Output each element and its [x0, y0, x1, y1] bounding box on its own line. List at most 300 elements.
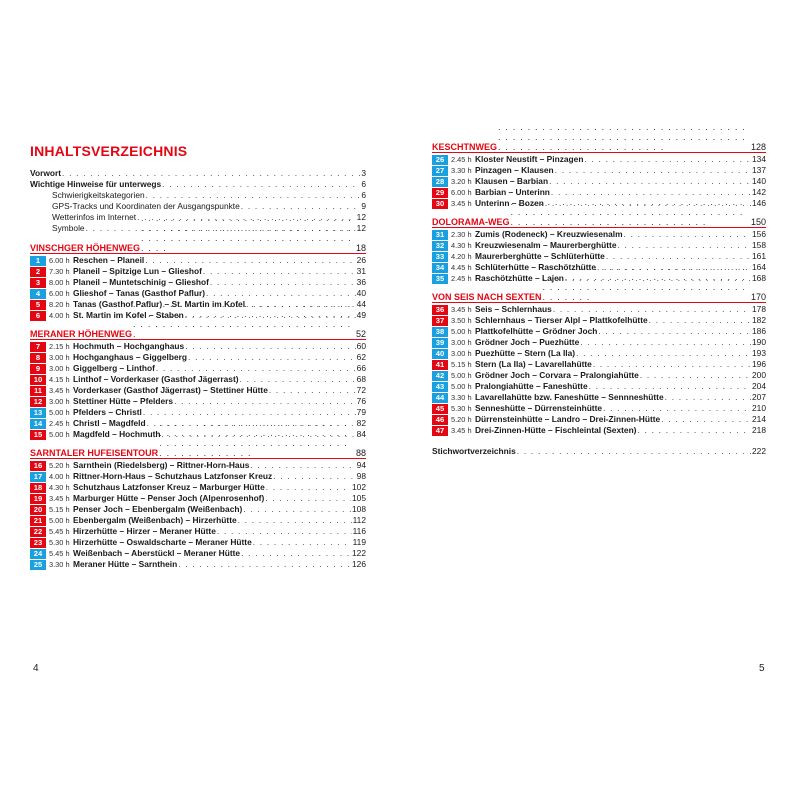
tour-title: Schlernhaus – Tierser Alpl – Plattkofelhütte: [475, 315, 648, 325]
tour-page: 214: [752, 414, 766, 424]
index-entry-title: Stichwortverzeichnis: [432, 446, 516, 456]
tour-page: 161: [752, 251, 766, 261]
tour-title: Pfelders – Christl: [73, 407, 142, 417]
leader-dots: [598, 326, 751, 337]
leader-dots: [240, 374, 356, 385]
tour-page: 156: [752, 229, 766, 239]
tour-entry[interactable]: [432, 381, 766, 392]
leader-dots: [146, 190, 361, 201]
leader-dots: [243, 504, 351, 515]
tour-entry[interactable]: [30, 460, 366, 471]
tour-title: Schlüterhütte – Raschötzhütte: [475, 262, 596, 272]
leader-dots: [269, 385, 356, 396]
tour-entry[interactable]: [30, 559, 366, 570]
tour-entry[interactable]: [30, 341, 366, 352]
tour-duration: 3.45 h: [49, 494, 70, 503]
tour-page: 218: [752, 425, 766, 435]
tour-duration: 5.00 h: [49, 430, 70, 439]
tour-number-badge: 3: [30, 278, 46, 288]
tour-number-badge: 10: [30, 375, 46, 385]
tour-number-badge: 14: [30, 419, 46, 429]
tour-entry[interactable]: [30, 266, 366, 277]
leader-dots: [617, 240, 751, 251]
leader-dots: [498, 122, 750, 152]
tour-duration: 5.30 h: [451, 404, 472, 413]
leader-dots: [637, 425, 751, 436]
tour-page: 60: [356, 341, 366, 351]
section-heading[interactable]: [432, 290, 766, 303]
entry-title: Symbole: [52, 223, 85, 233]
tour-page: 62: [356, 352, 366, 362]
tour-entry[interactable]: [30, 288, 366, 299]
tour-entry[interactable]: [30, 471, 366, 482]
tour-entry[interactable]: [30, 548, 366, 559]
entry-title: Vorwort: [30, 168, 62, 178]
tour-number-badge: 12: [30, 397, 46, 407]
tour-title: Pralongiahütte – Faneshütte: [475, 381, 588, 391]
leader-dots: [553, 304, 751, 315]
tour-title: Drei-Zinnen-Hütte – Fischleintal (Sexten): [475, 425, 637, 435]
tour-duration: 3.00 h: [451, 349, 472, 358]
tour-page: 72: [356, 385, 366, 395]
tour-page: 126: [352, 559, 366, 569]
tour-page: 164: [752, 262, 766, 272]
tour-number-badge: 2: [30, 267, 46, 277]
tour-entry[interactable]: [432, 326, 766, 337]
tour-number-badge: 43: [432, 382, 448, 392]
leader-dots: [603, 403, 751, 414]
tour-duration: 6.00 h: [451, 188, 472, 197]
tour-duration: 5.30 h: [49, 538, 70, 547]
toc-section: [432, 290, 766, 436]
tour-title: Senneshütte – Dürrensteinhütte: [475, 403, 603, 413]
tour-entry[interactable]: [432, 392, 766, 403]
tour-number-badge: 24: [30, 549, 46, 559]
tour-number-badge: 17: [30, 472, 46, 482]
tour-page: 140: [752, 176, 766, 186]
tour-number-badge: 7: [30, 342, 46, 352]
tour-duration: 3.30 h: [451, 393, 472, 402]
section-heading[interactable]: [432, 140, 766, 153]
intro-entry[interactable]: [30, 190, 366, 201]
tour-title: Plattkofelhütte – Grödner Joch: [475, 326, 598, 336]
tour-page: 66: [356, 363, 366, 373]
leader-dots: [265, 493, 351, 504]
tour-entry[interactable]: [30, 352, 366, 363]
tour-page: 186: [752, 326, 766, 336]
entry-page: 9: [361, 201, 366, 211]
leader-dots: [143, 407, 356, 418]
tour-number-badge: 47: [432, 426, 448, 436]
entry-page: 6: [361, 190, 366, 200]
tour-duration: 3.50 h: [451, 316, 472, 325]
page-number-right: 5: [759, 663, 765, 674]
leader-dots: [576, 348, 751, 359]
tour-title: Unterinn – Bozen: [475, 198, 544, 208]
leader-dots: [159, 418, 355, 458]
tour-page: 137: [752, 165, 766, 175]
tour-entry[interactable]: [30, 374, 366, 385]
tour-page: 119: [352, 537, 366, 547]
tour-number-badge: 28: [432, 177, 448, 187]
tour-entry[interactable]: [432, 425, 766, 436]
leader-dots: [133, 299, 355, 339]
tour-entry[interactable]: [432, 304, 766, 315]
tour-page: 158: [752, 240, 766, 250]
tour-title: Dürrensteinhütte – Landro – Drei-Zinnen-Hütte: [475, 414, 661, 424]
tour-number-badge: 4: [30, 289, 46, 299]
tour-page: 193: [752, 348, 766, 358]
tour-title: Lavarellahütte bzw. Faneshütte – Sennneshütte: [475, 392, 664, 402]
entry-page: 12: [356, 212, 366, 222]
tour-title: Stern (La Ila) – Lavarellahütte: [475, 359, 592, 369]
tour-number-badge: 38: [432, 327, 448, 337]
tour-number-badge: 31: [432, 230, 448, 240]
tour-title: Kloster Neustift – Pinzagen: [475, 154, 584, 164]
leader-dots: [543, 262, 750, 302]
tour-entry[interactable]: [432, 370, 766, 381]
leader-dots: [555, 165, 751, 176]
tour-entry[interactable]: [30, 482, 366, 493]
tour-number-badge: 39: [432, 338, 448, 348]
leader-dots: [141, 213, 355, 253]
tour-number-badge: 32: [432, 241, 448, 251]
section-title: DOLORAMA-WEG: [432, 217, 510, 227]
tour-entry[interactable]: [432, 176, 766, 187]
leader-dots: [206, 288, 356, 299]
tour-number-badge: 34: [432, 263, 448, 273]
tour-page: 44: [356, 299, 366, 309]
tour-title: Planeil – Spitzige Lun – Glieshof: [73, 266, 202, 276]
tour-number-badge: 15: [30, 430, 46, 440]
left-sections: [30, 241, 366, 570]
leader-dots: [665, 392, 751, 403]
tour-title: Weißenbach – Aberstückl – Meraner Hütte: [73, 548, 241, 558]
tour-duration: 3.00 h: [49, 397, 70, 406]
tour-number-badge: 26: [432, 155, 448, 165]
tour-entry[interactable]: [30, 493, 366, 504]
tour-entry[interactable]: [432, 165, 766, 176]
tour-title: Zumis (Rodeneck) – Kreuzwiesenalm: [475, 229, 623, 239]
tour-number-badge: 18: [30, 483, 46, 493]
tour-duration: 5.20 h: [451, 415, 472, 424]
tour-title: Puezhütte – Stern (La Ila): [475, 348, 576, 358]
tour-number-badge: 5: [30, 300, 46, 310]
tour-number-badge: 9: [30, 364, 46, 374]
tour-duration: 2.15 h: [49, 342, 70, 351]
leader-dots: [511, 197, 750, 227]
tour-entry[interactable]: [432, 337, 766, 348]
tour-title: Raschötzhütte – Lajen: [475, 273, 564, 283]
tour-entry[interactable]: [30, 537, 366, 548]
tour-duration: 3.00 h: [49, 353, 70, 362]
tour-page: 76: [356, 396, 366, 406]
tour-page: 200: [752, 370, 766, 380]
tour-duration: 5.00 h: [49, 408, 70, 417]
tour-number-badge: 35: [432, 274, 448, 284]
tour-page: 36: [356, 277, 366, 287]
tour-duration: 3.00 h: [451, 338, 472, 347]
leader-dots: [253, 537, 352, 548]
tour-number-badge: 27: [432, 166, 448, 176]
tour-entry[interactable]: [432, 348, 766, 359]
tour-number-badge: 13: [30, 408, 46, 418]
tour-title: Magdfeld – Hochmuth: [73, 429, 161, 439]
section-page: 150: [750, 217, 766, 227]
tour-page: 146: [752, 198, 766, 208]
leader-dots: [580, 337, 751, 348]
tour-duration: 8.00 h: [49, 278, 70, 287]
tour-entry[interactable]: [432, 315, 766, 326]
section-page: 52: [355, 329, 366, 339]
tour-entry[interactable]: [30, 385, 366, 396]
tour-page: 168: [752, 273, 766, 283]
leader-dots: [624, 229, 751, 240]
tour-title: Hirzerhütte – Hirzer – Meraner Hütte: [73, 526, 216, 536]
tour-page: 79: [356, 407, 366, 417]
toc-section: [30, 446, 366, 570]
tour-duration: 3.45 h: [49, 386, 70, 395]
tour-entry[interactable]: [432, 414, 766, 425]
toc-title: INHALTSVERZEICHNIS: [30, 143, 188, 159]
tour-entry[interactable]: [432, 240, 766, 251]
tour-entry[interactable]: [30, 526, 366, 537]
tour-number-badge: 25: [30, 560, 46, 570]
tour-page: 122: [352, 548, 366, 558]
leader-dots: [640, 370, 751, 381]
page-number-left: 4: [33, 663, 39, 674]
tour-number-badge: 36: [432, 305, 448, 315]
leader-dots: [606, 251, 751, 262]
tour-title: Klausen – Barbian: [475, 176, 549, 186]
tour-title: Maurerberghütte – Schlüterhütte: [475, 251, 605, 261]
tour-duration: 2.45 h: [451, 155, 472, 164]
tour-title: Tanas (Gasthof Paflur) – St. Martin im Kofel: [73, 299, 246, 309]
intro-entry[interactable]: [30, 201, 366, 212]
tour-duration: 6.00 h: [49, 289, 70, 298]
leader-dots: [217, 526, 352, 537]
intro-entry[interactable]: [30, 179, 366, 190]
tour-page: 112: [352, 515, 366, 525]
tour-page: 134: [752, 154, 766, 164]
section-title: VON SEIS NACH SEXTEN: [432, 292, 542, 302]
index-entry[interactable]: [432, 446, 766, 457]
leader-dots: [273, 471, 356, 482]
tour-duration: 5.00 h: [451, 382, 472, 391]
tour-page: 94: [356, 460, 366, 470]
tour-number-badge: 1: [30, 256, 46, 266]
leader-dots: [174, 396, 356, 407]
tour-entry[interactable]: [30, 504, 366, 515]
tour-number-badge: 8: [30, 353, 46, 363]
tour-page: 82: [356, 418, 366, 428]
tour-number-badge: 20: [30, 505, 46, 515]
tour-title: Stettiner Hütte – Pfelders: [73, 396, 174, 406]
section-heading[interactable]: [432, 215, 766, 228]
tour-title: Barbian – Unterinn: [475, 187, 550, 197]
entry-title: Wetterinfos im Internet: [52, 212, 137, 222]
leader-dots: [266, 482, 351, 493]
tour-title: Grödner Joch – Puezhütte: [475, 337, 580, 347]
tour-duration: 3.30 h: [451, 166, 472, 175]
entry-page: 6: [361, 179, 366, 189]
tour-page: 190: [752, 337, 766, 347]
leader-dots: [250, 460, 355, 471]
tour-duration: 3.00 h: [49, 364, 70, 373]
tour-title: Grödner Joch – Corvara – Pralongiahütte: [475, 370, 639, 380]
tour-entry[interactable]: [432, 403, 766, 414]
tour-duration: 3.45 h: [451, 426, 472, 435]
tour-duration: 2.30 h: [451, 230, 472, 239]
section-page: 88: [355, 448, 366, 458]
tour-duration: 5.15 h: [451, 360, 472, 369]
tour-page: 116: [352, 526, 366, 536]
tour-page: 49: [356, 310, 366, 320]
tour-entry[interactable]: [30, 277, 366, 288]
section-title: MERANER HÖHENWEG: [30, 329, 133, 339]
tour-title: Hochmuth – Hochganghaus: [73, 341, 185, 351]
tour-entry[interactable]: [30, 255, 366, 266]
tour-page: 84: [356, 429, 366, 439]
tour-title: Seis – Schlernhaus: [475, 304, 552, 314]
tour-page: 68: [356, 374, 366, 384]
entry-page: 3: [361, 168, 366, 178]
tour-entry[interactable]: [30, 363, 366, 374]
leader-dots: [238, 515, 352, 526]
tour-duration: 5.15 h: [49, 505, 70, 514]
right-sections: [432, 140, 766, 436]
section-heading[interactable]: [30, 446, 366, 459]
tour-title: Ebenbergalm (Weißenbach) – Hirzerhütte: [73, 515, 237, 525]
tour-number-badge: 45: [432, 404, 448, 414]
leader-dots: [188, 352, 356, 363]
tour-number-badge: 30: [432, 199, 448, 209]
tour-duration: 5.45 h: [49, 527, 70, 536]
tour-duration: 2.45 h: [451, 274, 472, 283]
leader-dots: [241, 548, 351, 559]
section-heading[interactable]: [30, 241, 366, 254]
tour-entry[interactable]: [30, 407, 366, 418]
tour-duration: 4.00 h: [49, 472, 70, 481]
tour-duration: 3.45 h: [451, 199, 472, 208]
tour-title: Marburger Hütte – Penser Joch (Alpenrosenhof): [73, 493, 265, 503]
tour-page: 178: [752, 304, 766, 314]
tour-page: 210: [752, 403, 766, 413]
tour-title: Hirzerhütte – Oswaldscharte – Meraner Hütte: [73, 537, 252, 547]
tour-duration: 5.00 h: [451, 327, 472, 336]
tour-duration: 3.20 h: [451, 177, 472, 186]
tour-entry[interactable]: [432, 154, 766, 165]
tour-duration: 4.00 h: [49, 311, 70, 320]
tour-title: Meraner Hütte – Sarnthein: [73, 559, 178, 569]
tour-page: 204: [752, 381, 766, 391]
tour-title: Glieshof – Tanas (Gasthof Paflur): [73, 288, 206, 298]
tour-duration: 5.00 h: [451, 371, 472, 380]
tour-entry[interactable]: [30, 515, 366, 526]
tour-entry[interactable]: [432, 359, 766, 370]
tour-number-badge: 40: [432, 349, 448, 359]
tour-duration: 2.45 h: [49, 419, 70, 428]
tour-page: 142: [752, 187, 766, 197]
tour-number-badge: 16: [30, 461, 46, 471]
tour-title: St. Martin im Kofel – Staben: [73, 310, 184, 320]
leader-dots: [649, 315, 751, 326]
leader-dots: [593, 359, 751, 370]
tour-entry[interactable]: [432, 251, 766, 262]
leader-dots: [661, 414, 751, 425]
leader-dots: [185, 341, 355, 352]
leader-dots: [241, 201, 361, 212]
section-title: KESCHTNWEG: [432, 142, 497, 152]
tour-duration: 5.20 h: [49, 461, 70, 470]
leader-dots: [156, 363, 356, 374]
tour-number-badge: 37: [432, 316, 448, 326]
tour-page: 196: [752, 359, 766, 369]
tour-page: 207: [752, 392, 766, 402]
tour-page: 31: [356, 266, 366, 276]
leader-dots: [210, 277, 356, 288]
tour-number-badge: 33: [432, 252, 448, 262]
section-page: 128: [750, 142, 766, 152]
leader-dots: [589, 381, 751, 392]
index-entry-page: 222: [752, 446, 766, 456]
tour-page: 102: [352, 482, 366, 492]
tour-title: Giggelberg – Linthof: [73, 363, 155, 373]
tour-page: 108: [352, 504, 366, 514]
tour-page: 105: [352, 493, 366, 503]
tour-number-badge: 19: [30, 494, 46, 504]
tour-number-badge: 23: [30, 538, 46, 548]
tour-number-badge: 44: [432, 393, 448, 403]
leader-dots: [145, 255, 355, 266]
tour-duration: 5.45 h: [49, 549, 70, 558]
tour-title: Linthof – Vorderkaser (Gasthof Jägerrast): [73, 374, 239, 384]
tour-title: Reschen – Planeil: [73, 255, 145, 265]
leader-dots: [203, 266, 356, 277]
tour-entry[interactable]: [30, 396, 366, 407]
tour-page: 182: [752, 315, 766, 325]
section-page: 170: [750, 292, 766, 302]
section-page: 18: [355, 243, 366, 253]
tour-number-badge: 29: [432, 188, 448, 198]
entry-title: Wichtige Hinweise für unterwegs: [30, 179, 162, 189]
tour-duration: 3.30 h: [49, 560, 70, 569]
leader-dots: [62, 168, 360, 179]
tour-duration: 4.30 h: [451, 241, 472, 250]
section-heading[interactable]: [30, 327, 366, 340]
tour-page: 40: [356, 288, 366, 298]
tour-duration: 4.30 h: [49, 483, 70, 492]
tour-duration: 5.00 h: [49, 516, 70, 525]
tour-title: Vorderkaser (Gasthof Jägerrast) – Stettiner Hütte: [73, 385, 268, 395]
leader-dots: [549, 176, 751, 187]
tour-title: Kreuzwiesenalm – Maurerberghütte: [475, 240, 617, 250]
tour-title: Christl – Magdfeld: [73, 418, 146, 428]
leader-dots: [517, 446, 751, 457]
tour-entry[interactable]: [432, 229, 766, 240]
intro-entry[interactable]: [30, 168, 366, 179]
right-page: [432, 140, 766, 457]
tour-duration: 8.20 h: [49, 300, 70, 309]
leader-dots: [178, 559, 351, 570]
tour-title: Hochganghaus – Giggelberg: [73, 352, 188, 362]
tour-number-badge: 21: [30, 516, 46, 526]
tour-duration: 4.20 h: [451, 252, 472, 261]
tour-number-badge: 11: [30, 386, 46, 396]
left-page: [30, 140, 366, 576]
tour-title: Pinzagen – Klausen: [475, 165, 554, 175]
tour-number-badge: 6: [30, 311, 46, 321]
